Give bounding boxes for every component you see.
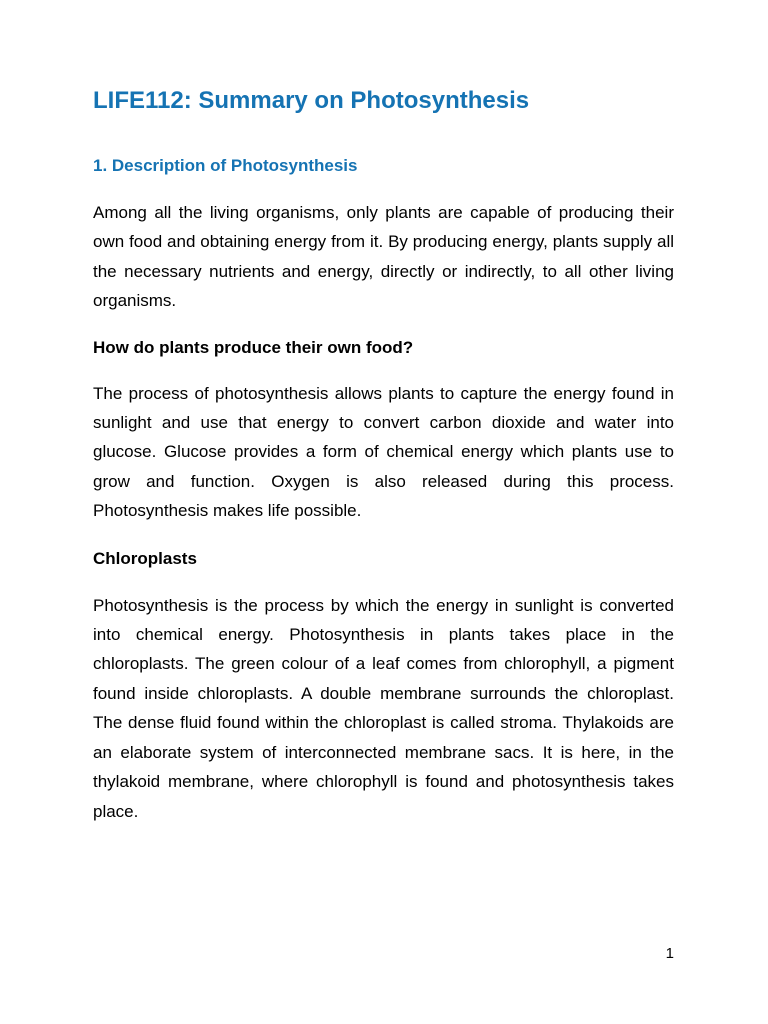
paragraph-intro: Among all the living organisms, only plants are capable of producing their own food and obtaining energy from it. By producing energy, plants supply all the necessary nutrients and energy, directly or indirectly, to all other living organisms. — [93, 203, 674, 311]
page-number: 1 — [665, 945, 674, 962]
document-title: LIFE112: Summary on Photosynthesis — [93, 87, 530, 114]
paragraph-chloroplasts: Photosynthesis is the process by which the energy in sunlight is converted into chemical energy. Photosynthesis in plants takes place in the chloroplasts. The green colour of a leaf comes from chlorophyll, a pigment found inside chloroplasts. A double membrane surrounds the chloroplast. The dense fluid found within the chloroplast is called stroma. Thylakoids are an elaborate system of interconnected membrane sacs. It is here, in the thylakoid membrane, where chlorophyll is found and photosynthesis takes place. — [93, 595, 674, 821]
section-heading: 1. Description of Photosynthesis — [93, 156, 358, 175]
subheading-chloroplasts: Chloroplasts — [93, 548, 197, 568]
page-content — [93, 86, 674, 826]
paragraph-process: The process of photosynthesis allows plants to capture the energy found in sunlight and use that energy to convert carbon dioxide and water into glucose. Glucose provides a form of chemical energy which plants use to grow and function. Oxygen is also released during this process. Photosynthesis makes life possible. — [93, 383, 674, 521]
subheading-food-question: How do plants produce their own food? — [93, 337, 414, 357]
